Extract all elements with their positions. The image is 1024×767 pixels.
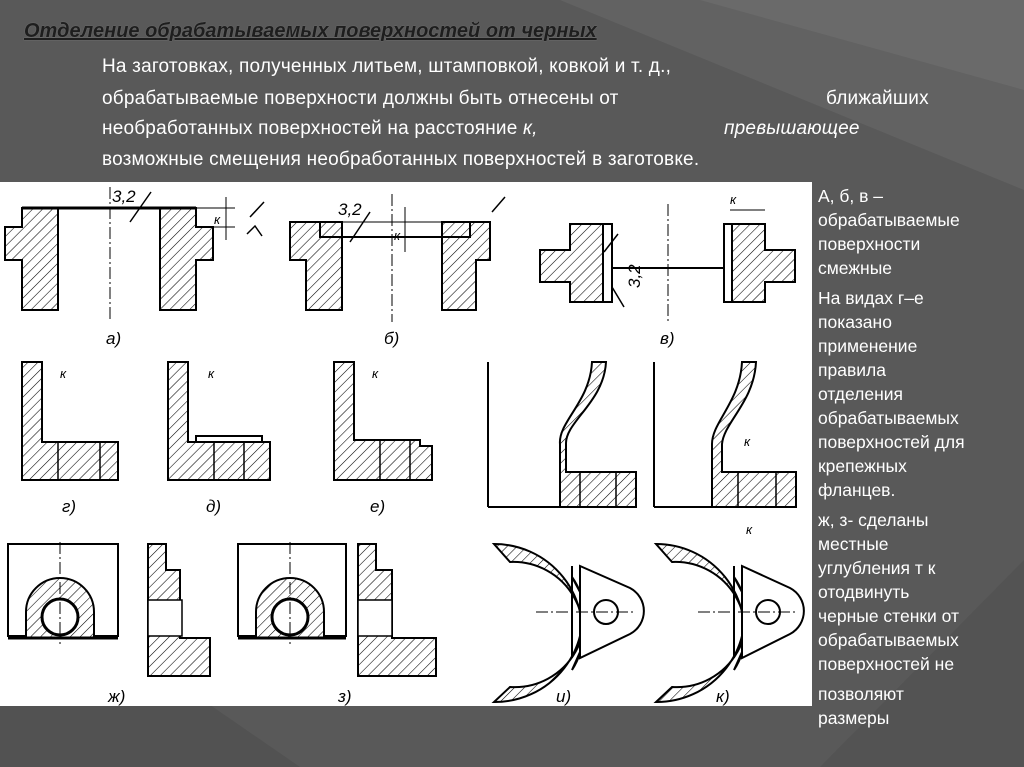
label-z: з) [338,687,352,706]
view-d [168,362,270,480]
label-v: в) [660,329,675,348]
label-g: г) [62,497,77,516]
view-zh [8,542,210,676]
intro-line-3: необработанных поверхностей на расстояние к, превышающее [102,118,860,139]
label-b: б) [384,329,400,348]
side-paragraph-3: ж, з- сделаны местные углубления т к отодвинуть черные стенки от обрабатываемых поверхностей не [818,510,960,674]
technical-drawing-figure [0,182,812,706]
view-b [290,194,505,322]
roughness-b: 3,2 [338,200,362,219]
view-v [540,204,795,322]
side-text [818,184,1024,736]
view-upper-right-2 [654,362,796,507]
view-g [22,362,118,480]
dim-k-g: к [60,366,67,381]
view-i [494,544,644,702]
label-i: и) [556,687,572,706]
intro-line-2: обрабатываемые поверхности должны быть отнесены от ближайших [102,88,929,109]
label-d: д) [206,497,222,516]
label-e: е) [370,497,386,516]
dim-k-a: к [214,212,221,227]
dim-k-upper: к [744,434,751,449]
roughness-a: 3,2 [112,187,136,206]
dim-k-b: к [394,228,401,243]
view-k [656,544,804,702]
label-zh: ж) [108,687,126,706]
view-e [334,362,432,480]
dim-k-v: к [730,192,737,207]
dim-k-e: к [372,366,379,381]
label-a: а) [106,329,122,348]
slide-title: Отделение обрабатываемых поверхностей от черных [24,20,597,42]
side-paragraph-2: На видах г–е показано применение правила отделения обрабатываемых поверхностей для крепежных фланцев. [818,288,965,500]
view-a [5,187,264,322]
intro-line-1: На заготовках, полученных литьем, штамповкой, ковкой и т. д., [102,56,672,77]
view-z [238,542,436,676]
dim-k-d: к [208,366,215,381]
label-k: к) [716,687,730,706]
side-paragraph-4: позволяют размеры [818,684,904,728]
roughness-v: 3,2 [625,264,644,288]
view-upper-right-1 [488,362,636,507]
drawing-svg [0,182,812,706]
side-paragraph-1: А, б, в – обрабатываемые поверхности смежные [818,186,960,278]
intro-line-4: возможные смещения необработанных поверхностей в заготовке. [102,149,700,170]
dim-k-lower: к [746,522,753,537]
